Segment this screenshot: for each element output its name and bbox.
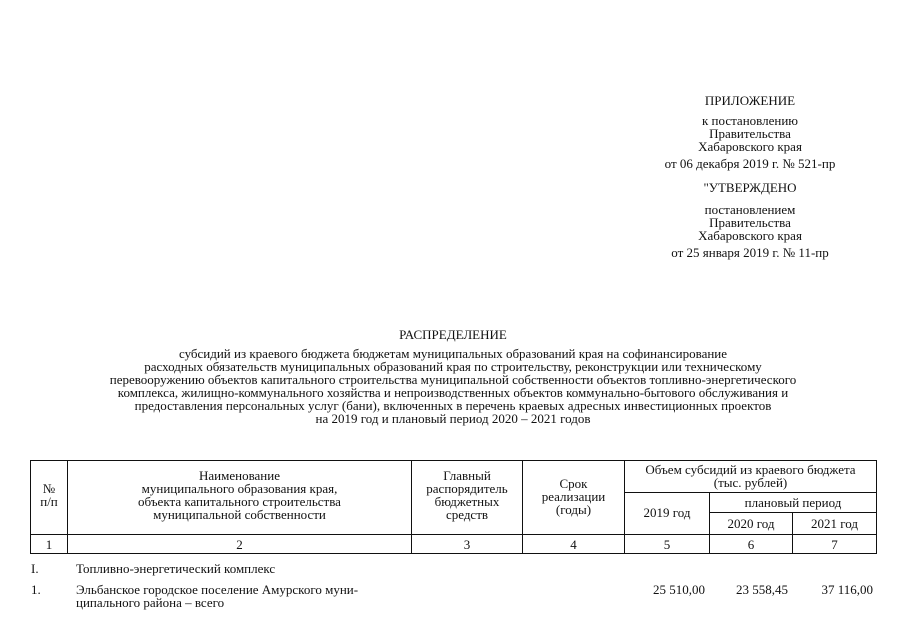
- header-planned-period: плановый период: [744, 495, 842, 510]
- appendix-region: Хабаровского края: [698, 139, 802, 154]
- row-num: I.: [31, 561, 39, 576]
- table-line-volume: [624, 492, 876, 493]
- appendix-to-resolution: к постановлению: [701, 113, 799, 128]
- header-year-2021: 2021 год: [811, 516, 858, 531]
- col-number: 3: [463, 537, 471, 552]
- col-number: 6: [747, 537, 755, 552]
- col-number: 4: [570, 537, 577, 552]
- approved-by-resolution: постановлением: [704, 202, 796, 217]
- title-heading: РАСПРЕДЕЛЕНИЕ: [399, 327, 507, 342]
- row-value-2019: 25 510,00: [653, 582, 705, 597]
- title-line: на 2019 год и плановый период 2020 – 2021 годов: [315, 411, 591, 426]
- header-manager: Главный распорядитель бюджетных средств: [426, 468, 508, 522]
- title-line: предоставления персональных услуг (бани), включенных в перечень краевых адресных инвестиционных проектов: [134, 398, 772, 413]
- header-num: № п/п: [40, 481, 58, 509]
- col-number: 2: [236, 537, 243, 552]
- table-line-header-bottom: [30, 534, 876, 535]
- col-number: 7: [831, 537, 838, 552]
- title-line: субсидий из краевого бюджета бюджетам муниципальных образований края на софинансирование: [178, 346, 728, 361]
- header-year-2020: 2020 год: [727, 516, 775, 531]
- title-line: комплекса, жилищно-коммунального хозяйства и непроизводственных объектов коммунально-бытового обслуживания и: [117, 385, 789, 400]
- row-num: 1.: [31, 582, 41, 597]
- approved-government: Правительства: [709, 215, 791, 230]
- col-number: 5: [663, 537, 671, 552]
- table-border-top: [30, 460, 876, 461]
- header-term: Срок реализации (годы): [541, 476, 606, 517]
- approved-region: Хабаровского края: [698, 228, 802, 243]
- table-line-numbers-bottom: [30, 553, 876, 554]
- header-year-2019: 2019 год: [643, 505, 691, 520]
- row-name: ципального района – всего: [76, 595, 225, 610]
- row-name: Эльбанское городское поселение Амурского муни-: [76, 582, 359, 597]
- title-line: перевооружению объектов капитального строительства муниципальной собственности объектов топливно-энергетического: [109, 372, 797, 387]
- row-value-2020: 23 558,45: [736, 582, 788, 597]
- title-line: расходных обязательств муниципальных образований края по строительству, реконструкции или техническому: [144, 359, 762, 374]
- header-name: Наименование муниципального образования края, объекта капитального строительства муниципальной собственности: [138, 468, 341, 522]
- appendix-government: Правительства: [709, 126, 791, 141]
- table-border-right: [876, 460, 877, 554]
- row-name: Топливно-энергетический комплекс: [76, 561, 276, 576]
- appendix-heading: ПРИЛОЖЕНИЕ: [704, 93, 796, 108]
- appendix-date-number: от 06 декабря 2019 г. № 521-пр: [664, 156, 836, 171]
- col-number: 1: [45, 537, 53, 552]
- row-value-2021: 37 116,00: [821, 582, 873, 597]
- approved-date-number: от 25 января 2019 г. № 11-пр: [671, 245, 829, 260]
- header-volume: Объем субсидий из краевого бюджета (тыс. рублей): [645, 462, 856, 490]
- approved-heading: "УТВЕРЖДЕНО: [703, 180, 797, 195]
